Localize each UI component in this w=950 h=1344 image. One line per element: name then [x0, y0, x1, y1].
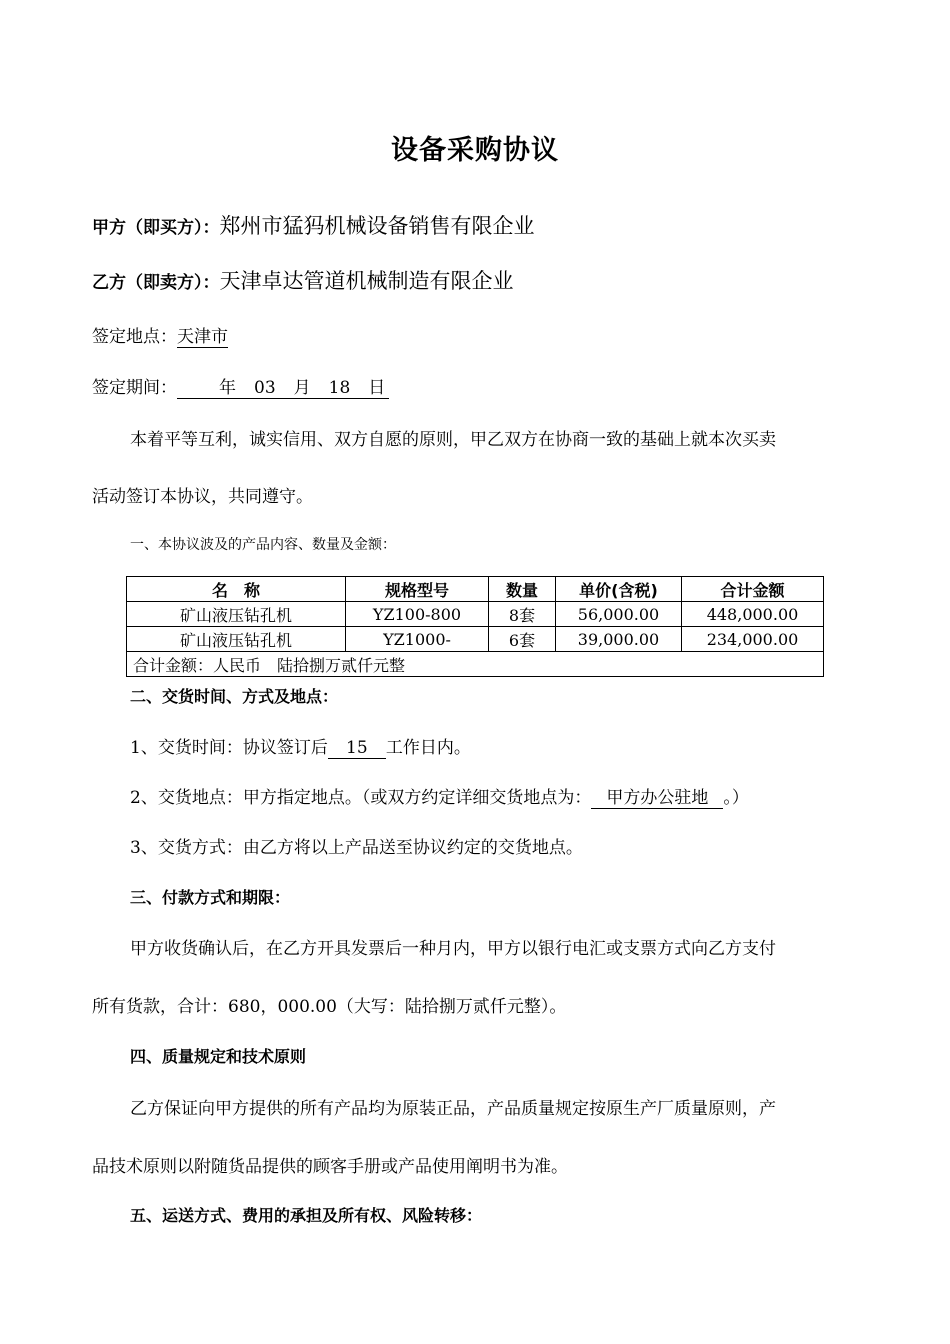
table-row [127, 627, 824, 652]
cell-price: 56,000.00 [556, 602, 682, 627]
product-table [126, 576, 824, 677]
cell-qty: 8套 [489, 602, 556, 627]
sign-place-label: 签定地点： [92, 327, 177, 347]
table-total-row [127, 652, 824, 677]
cell-total: 合计金额：人民币 陆拾捌万贰仟元整 [127, 652, 824, 677]
delivery-time-prefix: 1、交货时间：协议签订后 [130, 738, 328, 758]
payment-line-1: 甲方收货确认后，在乙方开具发票后一种月内，甲方以银行电汇或支票方式向乙方支付 [130, 939, 776, 959]
cell-amount: 448,000.00 [682, 602, 824, 627]
section-1-heading: 一、本协议波及的产品内容、数量及金额： [130, 537, 396, 553]
delivery-place-prefix: 2、交货地点：甲方指定地点。（或双方约定详细交货地点为： [130, 788, 592, 808]
cell-model: YZ100-800 [346, 602, 489, 627]
delivery-time-value: 15 [328, 739, 386, 759]
sign-date-month-label: 月 [293, 378, 311, 398]
sign-date [92, 373, 389, 399]
party-a-value: 郑州市猛犸机械设备销售有限企业 [219, 214, 535, 238]
cell-model: YZ1000- [346, 627, 489, 652]
section-4-heading: 四、质量规定和技术原则 [130, 1047, 307, 1066]
table-header-row [127, 577, 824, 602]
party-b-value: 天津卓达管道机械制造有限企业 [219, 269, 514, 293]
intro-line-2: 活动签订本协议，共同遵守。 [92, 487, 313, 507]
quality-line-2: 品技术原则以附随货品提供的顾客手册或产品使用阐明书为准。 [92, 1157, 568, 1177]
sign-date-label: 签定期间： [92, 378, 177, 398]
cell-name: 矿山液压钻孔机 [127, 602, 346, 627]
intro-line-1: 本着平等互利，诚实信用、双方自愿的原则，甲乙双方在协商一致的基础上就本次买卖 [130, 430, 776, 450]
delivery-place-suffix: 。） [723, 788, 749, 808]
col-qty-header: 数量 [489, 577, 556, 602]
quality-line-1: 乙方保证向甲方提供的所有产品均为原装正品，产品质量规定按原生产厂质量原则，产 [130, 1099, 776, 1119]
col-amount-header: 合计金额 [682, 577, 824, 602]
cell-price: 39,000.00 [556, 627, 682, 652]
party-a-label: 甲方（即买方）： [92, 218, 220, 238]
party-a [92, 210, 535, 240]
cell-name: 矿山液压钻孔机 [127, 627, 346, 652]
delivery-place-value: 甲方办公驻地 [591, 789, 723, 809]
table-row [127, 602, 824, 627]
sign-place-value: 天津市 [177, 327, 228, 347]
cell-qty: 6套 [489, 627, 556, 652]
payment-line-2: 所有货款，合计：680，000.00（大写：陆拾捌万贰仟元整）。 [92, 997, 567, 1017]
sign-date-year-label: 年 [219, 378, 236, 398]
section-5-heading: 五、运送方式、费用的承担及所有权、风险转移： [130, 1206, 483, 1225]
document-title: 设备采购协议 [391, 135, 559, 166]
sign-date-month: 03 [254, 378, 276, 398]
delivery-place [130, 783, 749, 809]
sign-place [92, 322, 228, 348]
section-3-heading: 三、付款方式和期限： [130, 888, 291, 907]
sign-date-value [177, 379, 389, 399]
sign-date-day: 18 [328, 378, 351, 398]
col-price-header: 单价(含税) [556, 577, 682, 602]
col-model-header: 规格型号 [346, 577, 489, 602]
delivery-method: 3、交货方式：由乙方将以上产品送至协议约定的交货地点。 [130, 838, 583, 858]
party-b-label: 乙方（即卖方）： [92, 273, 220, 293]
party-b [92, 265, 514, 295]
sign-date-day-label: 日 [368, 378, 386, 398]
col-name-header: 名 称 [127, 577, 346, 602]
cell-amount: 234,000.00 [682, 627, 824, 652]
delivery-time [130, 733, 471, 759]
delivery-time-suffix: 工作日内。 [385, 738, 471, 758]
section-2-heading: 二、交货时间、方式及地点： [130, 687, 339, 706]
